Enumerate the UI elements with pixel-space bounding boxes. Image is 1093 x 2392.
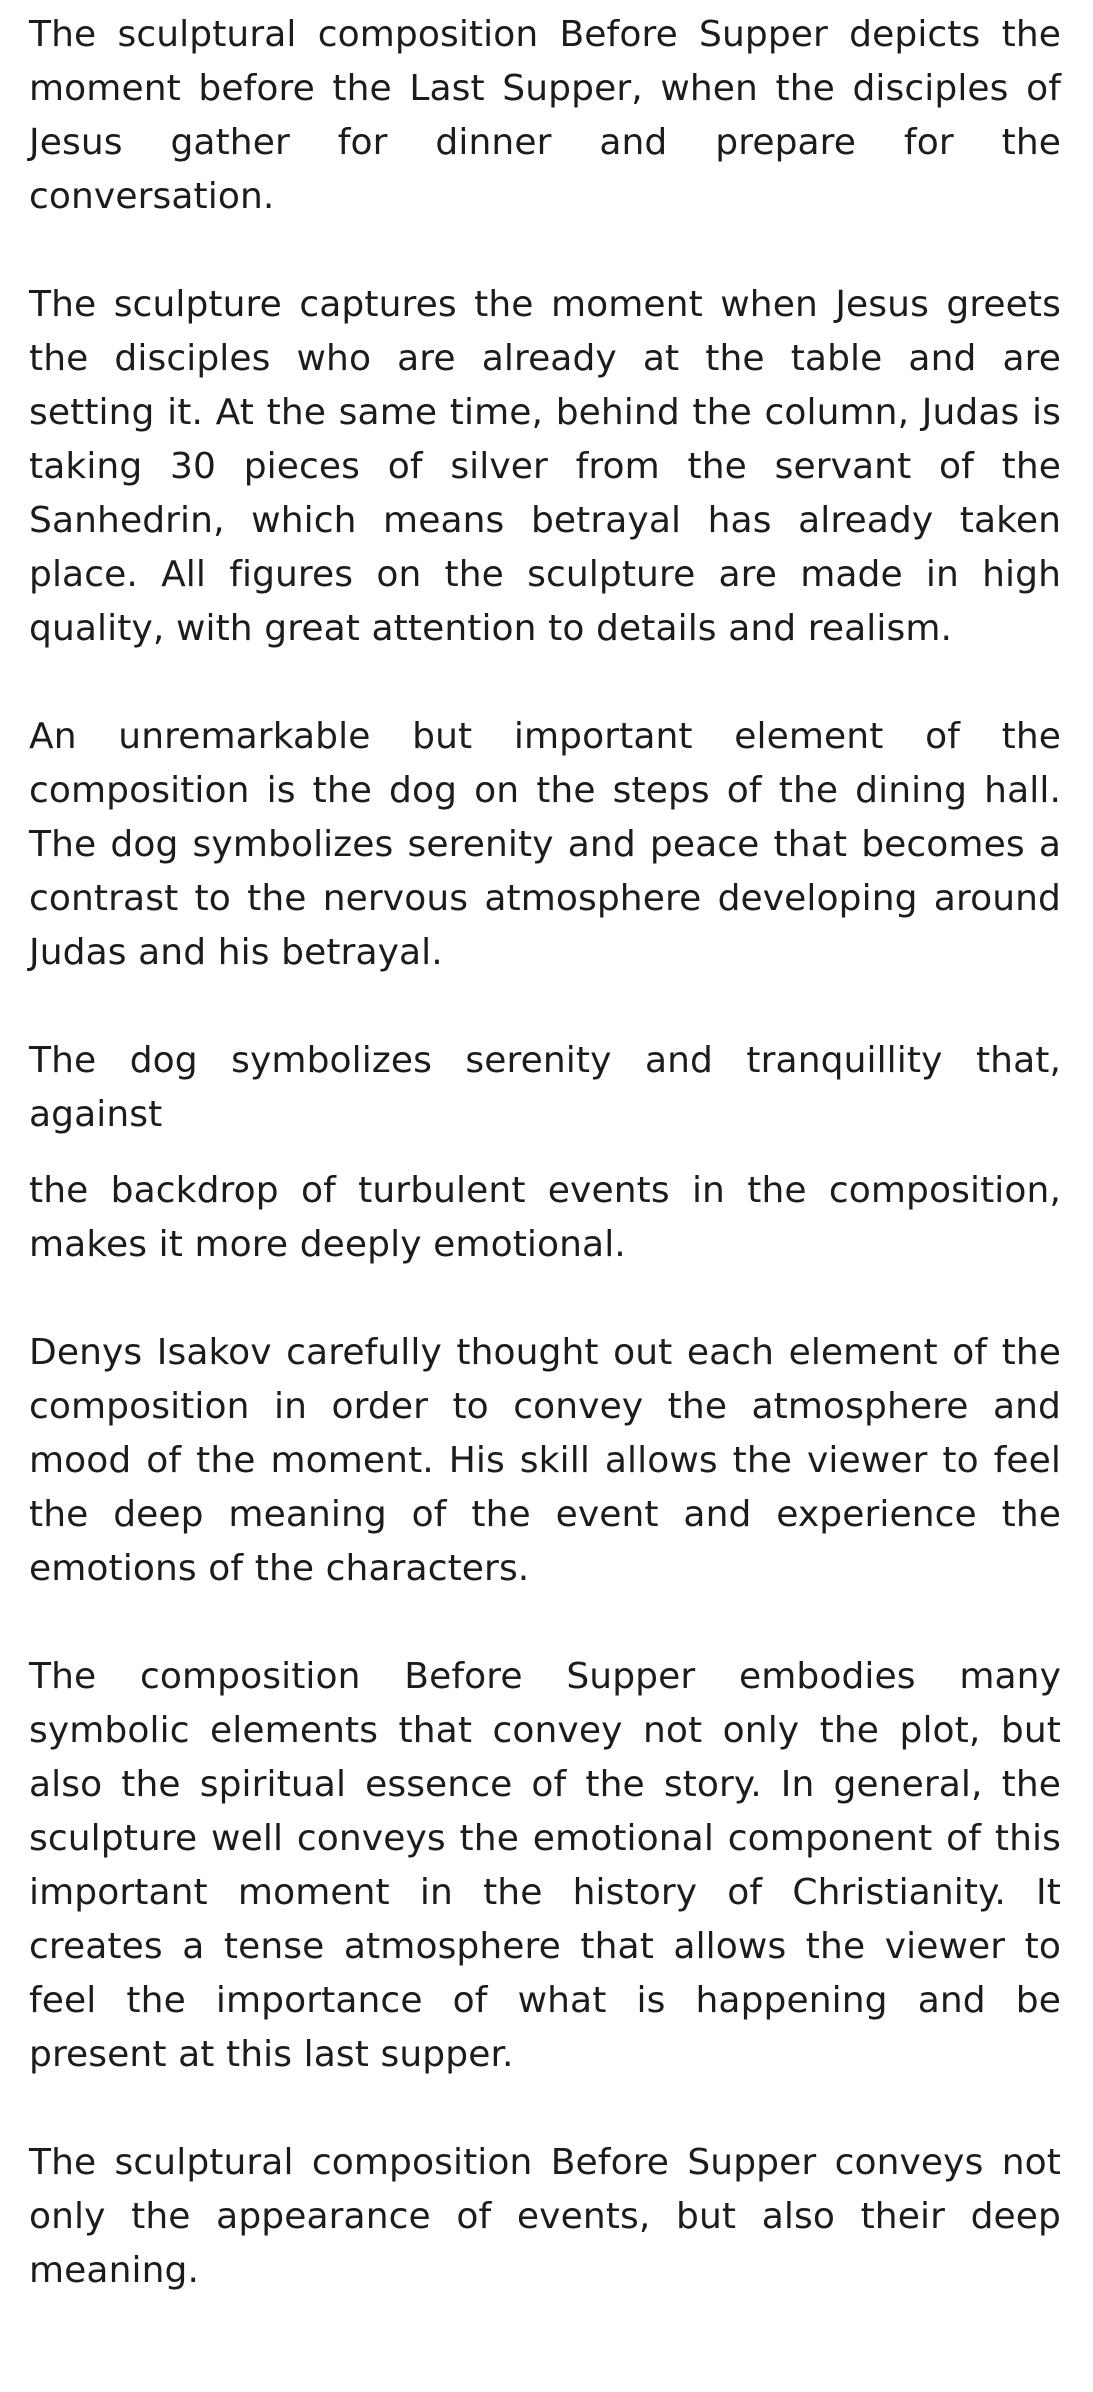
paragraph-dog-symbol-line-2: the backdrop of turbulent events in the composition, makes it more deeply emotional. xyxy=(29,1170,1061,1265)
paragraph-dog-element: An unremarkable but important element of the composition is the dog on the steps of the dining hall. The dog symbolizes serenity and peace that becomes a contrast to the nervous atmosphere developing around Judas and his betrayal. xyxy=(29,716,1061,973)
paragraph-symbolism: The composition Before Supper embodies many symbolic elements that convey not only the plot, but also the spiritual essence of the story. In general, the sculpture well conveys the emotional component of this important moment in the history of Christianity. It creates a tense atmosphere that allows the viewer to feel the importance of what is happening and be present at this last supper. xyxy=(29,1656,1061,2075)
article-body xyxy=(29,8,1061,2352)
paragraph-dog-symbol-line-1: The dog symbolizes serenity and tranquillity that, against xyxy=(29,1040,1061,1135)
paragraph-intro: The sculptural composition Before Supper depicts the moment before the Last Supper, when the disciples of Jesus gather for dinner and prepare for the conversation. xyxy=(29,14,1061,217)
paragraph-scene: The sculpture captures the moment when Jesus greets the disciples who are already at the table and are setting it. At the same time, behind the column, Judas is taking 30 pieces of silver from the servant of the Sanhedrin, which means betrayal has already taken place. All figures on the sculpture are made in high quality, with great attention to details and realism. xyxy=(29,284,1061,649)
paragraph-artist: Denys Isakov carefully thought out each element of the composition in order to convey the atmosphere and mood of the moment. His skill allows the viewer to feel the deep meaning of the event and experience the emotions of the characters. xyxy=(29,1332,1061,1589)
paragraph-conclusion: The sculptural composition Before Supper conveys not only the appearance of events, but also their deep meaning. xyxy=(29,2142,1061,2291)
